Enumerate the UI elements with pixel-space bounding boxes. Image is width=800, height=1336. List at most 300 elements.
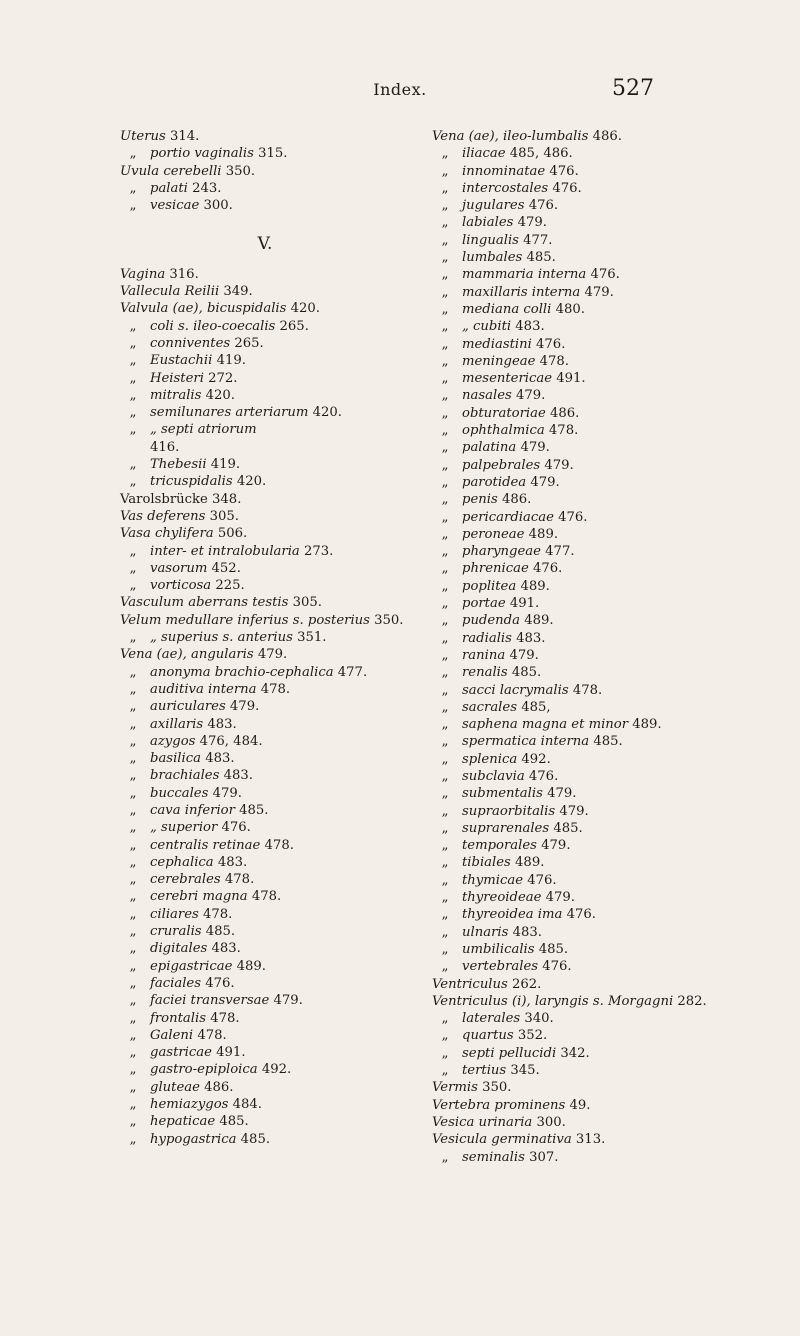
page-reference: 506. (217, 526, 248, 542)
index-term: gluteae (150, 1079, 200, 1095)
ditto-mark: „ (441, 319, 449, 335)
page-reference: 485. (593, 734, 623, 750)
index-entry (432, 1010, 762, 1027)
index-term: temporales (462, 838, 537, 854)
index-term: meningeae (462, 353, 536, 369)
index-term: mammaria interna (462, 267, 587, 283)
index-entry (120, 404, 410, 421)
page-reference: 478. (224, 872, 255, 888)
page-reference: 489. (528, 526, 559, 542)
page-reference: 484. (232, 1097, 263, 1113)
page-reference: 479. (515, 388, 546, 404)
index-entry (120, 370, 410, 387)
page-reference: 485, 486. (509, 146, 573, 162)
ditto-mark: „ (441, 855, 449, 871)
index-entry (120, 733, 410, 750)
index-entry (120, 1079, 410, 1096)
index-term: pharyngeae (462, 544, 541, 560)
index-term: gastro-epiploica (150, 1062, 258, 1078)
index-term: Vesicula germinativa (432, 1132, 572, 1148)
index-entry (120, 456, 410, 473)
index-entry (432, 1149, 762, 1166)
page-reference: 485. (239, 802, 269, 818)
index-entry (432, 647, 762, 664)
ditto-mark: „ (441, 509, 449, 525)
page-reference: 300. (203, 198, 233, 214)
index-entry (432, 491, 762, 508)
index-entry (432, 336, 762, 353)
page-reference: 480. (555, 301, 585, 317)
ditto-mark: „ (129, 785, 137, 801)
page-reference: 485. (219, 1114, 249, 1130)
index-term: digitales (150, 941, 208, 957)
index-entry (120, 525, 410, 542)
index-term: peroneae (462, 526, 525, 542)
index-entry (432, 699, 762, 716)
ditto-mark: „ (129, 630, 137, 646)
ditto-mark: „ (129, 733, 137, 749)
ditto-mark: „ (129, 924, 137, 940)
ditto-mark: „ (129, 353, 137, 369)
ditto-mark: „ (441, 423, 449, 439)
index-entry (120, 646, 410, 663)
section-letter: V. (257, 234, 273, 255)
ditto-mark: „ (129, 318, 137, 334)
index-entry (432, 889, 762, 906)
index-entry (432, 526, 762, 543)
page-reference: 476. (528, 198, 559, 214)
index-entry (120, 940, 410, 957)
ditto-mark: „ (129, 802, 137, 818)
index-term: jugulares (462, 198, 525, 214)
index-entry (120, 1061, 410, 1078)
index-term: tertius (462, 1063, 507, 1079)
page-reference: 478. (572, 682, 603, 698)
ditto-mark: „ (129, 664, 137, 680)
index-term: cerebri magna (150, 889, 248, 905)
index-entry (120, 664, 410, 681)
page-reference: 477. (337, 664, 368, 680)
page-reference: 420. (312, 405, 342, 421)
ditto-mark: „ (441, 596, 449, 612)
page-reference: 419. (216, 353, 246, 369)
index-term: „ superius s. anterius (150, 630, 293, 646)
index-entry (432, 249, 762, 266)
ditto-mark: „ (129, 387, 137, 403)
index-entry (120, 854, 410, 871)
index-term: coli s. ileo-coecalis (150, 318, 276, 334)
ditto-mark: „ (129, 1097, 137, 1113)
index-entry (120, 923, 410, 940)
index-entry (432, 474, 762, 491)
ditto-mark: „ (129, 941, 137, 957)
index-entry (120, 1131, 410, 1148)
page-reference: 419. (210, 457, 241, 473)
index-entry (120, 352, 410, 369)
index-term: lingualis (462, 232, 519, 248)
index-term: tibiales (462, 855, 511, 871)
page-reference: 479. (545, 890, 575, 906)
index-term: spermatica interna (462, 734, 590, 750)
ditto-mark: „ (129, 180, 137, 196)
index-term: Varolsbrücke (120, 491, 208, 507)
ditto-mark: „ (441, 457, 449, 473)
index-entry (432, 1062, 762, 1079)
index-entry (120, 750, 410, 767)
page-reference: 492. (261, 1062, 292, 1078)
ditto-mark: „ (441, 803, 449, 819)
ditto-mark: „ (441, 440, 449, 456)
ditto-mark: „ (129, 768, 137, 784)
index-entry (432, 1027, 762, 1044)
page-reference: 352. (517, 1028, 548, 1044)
index-entry (120, 300, 410, 317)
page-reference: 476. (558, 509, 588, 525)
page-reference: 478. (202, 906, 233, 922)
page-reference: 345. (510, 1063, 540, 1079)
index-term: mediana colli (462, 301, 552, 317)
index-entry (120, 958, 410, 975)
index-term: inter- et intralobularia (150, 543, 300, 559)
page-reference: 486. (204, 1079, 234, 1095)
ditto-mark: „ (441, 1011, 449, 1027)
index-entry (432, 128, 762, 145)
index-term: gastricae (150, 1045, 212, 1061)
index-term: hypogastrica (150, 1131, 237, 1147)
index-term: seminalis (462, 1149, 525, 1165)
index-term: thyreoidea ima (462, 907, 563, 923)
ditto-mark: „ (441, 630, 449, 646)
index-term: Galeni (150, 1027, 194, 1043)
page-reference: 262. (512, 976, 542, 992)
ditto-mark: „ (441, 1028, 449, 1044)
ditto-mark: „ (441, 146, 449, 162)
ditto-mark: „ (129, 474, 137, 490)
index-term: cava inferior (150, 802, 235, 818)
page-reference: 273. (304, 543, 334, 559)
page-reference: 476. (527, 872, 557, 888)
ditto-mark: „ (441, 526, 449, 542)
index-entry (120, 439, 410, 456)
ditto-mark: „ (129, 837, 137, 853)
index-term: sacci lacrymalis (462, 682, 569, 698)
page-reference: 485. (205, 924, 236, 940)
page-reference: 485. (511, 665, 542, 681)
ditto-mark: „ (129, 975, 137, 991)
page-reference: 483. (211, 941, 241, 957)
ditto-mark: „ (441, 665, 449, 681)
index-term: Velum medullare inferius s. posterius (120, 612, 370, 628)
page-reference: 483. (223, 768, 253, 784)
index-entry (120, 508, 410, 525)
page-reference: 479. (547, 786, 577, 802)
index-entry (120, 1096, 410, 1113)
index-term: ciliares (150, 906, 199, 922)
page-reference: 479. (273, 993, 303, 1009)
index-term: sacrales (462, 699, 517, 715)
page-reference: 420. (205, 387, 235, 403)
index-term: portae (462, 596, 506, 612)
index-term: epigastricae (150, 958, 233, 974)
index-term: palati (150, 180, 188, 196)
page-reference: 478. (548, 423, 579, 439)
index-term: obturatoriae (462, 405, 546, 421)
index-entry (432, 595, 762, 612)
ditto-mark: „ (129, 1131, 137, 1147)
index-entry (432, 682, 762, 699)
index-entry (120, 681, 410, 698)
page-reference: 479. (520, 440, 550, 456)
page-number: 527 (612, 76, 654, 101)
index-entry (120, 629, 410, 646)
page-reference: 478. (210, 1010, 240, 1026)
index-term: Ventriculus (i), laryngis s. Morgagni (432, 993, 674, 1009)
index-entry (120, 802, 410, 819)
index-entry (432, 197, 762, 214)
page-reference: 307. (529, 1149, 559, 1165)
page-reference: 479. (530, 474, 560, 490)
index-entry (432, 612, 762, 629)
index-term: hepaticae (150, 1114, 216, 1130)
index-entry (432, 854, 762, 871)
ditto-mark: „ (129, 578, 137, 594)
index-entry (120, 1113, 410, 1130)
page-reference: 420. (290, 301, 320, 317)
index-entry (432, 785, 762, 802)
page-reference: 489. (632, 717, 662, 733)
ditto-mark: „ (441, 768, 449, 784)
index-entry (432, 803, 762, 820)
index-entry (120, 318, 410, 335)
index-term: Eustachii (150, 353, 213, 369)
index-term: „ superior (150, 820, 218, 836)
index-entry (120, 871, 410, 888)
index-entry (432, 232, 762, 249)
page-reference: 265. (234, 335, 264, 351)
ditto-mark: „ (441, 647, 449, 663)
index-term: vorticosa (150, 578, 212, 594)
ditto-mark: „ (441, 492, 449, 508)
page-reference: 316. (169, 266, 199, 282)
page-reference: 476. (549, 163, 579, 179)
page-reference: 479. (517, 215, 547, 231)
index-entry (432, 924, 762, 941)
index-term: splenica (462, 751, 518, 767)
ditto-mark: „ (441, 405, 449, 421)
ditto-mark: „ (129, 872, 137, 888)
index-entry (120, 145, 410, 162)
ditto-mark: „ (129, 198, 137, 214)
page-reference: 348. (212, 491, 242, 507)
ditto-mark: „ (441, 907, 449, 923)
index-entry (120, 577, 410, 594)
page-reference: 476. (566, 907, 596, 923)
ditto-mark: „ (129, 699, 137, 715)
ditto-mark: „ (441, 890, 449, 906)
index-term: umbilicalis (462, 941, 535, 957)
index-term: pudenda (462, 613, 520, 629)
index-term: centralis retinae (150, 837, 261, 853)
index-term: subclavia (462, 768, 525, 784)
page-reference: 483. (515, 319, 545, 335)
index-entry (432, 266, 762, 283)
index-entry (432, 941, 762, 958)
page-reference: 282. (677, 993, 707, 1009)
index-term: palpebrales (462, 457, 541, 473)
ditto-mark: „ (441, 544, 449, 560)
index-term: portio vaginalis (150, 146, 254, 162)
index-term: cruralis (150, 924, 202, 940)
index-term: phrenicae (462, 561, 529, 577)
index-term: faciales (150, 975, 201, 991)
page-reference: 483. (516, 630, 546, 646)
page-reference: 491. (216, 1045, 246, 1061)
index-entry (120, 128, 410, 145)
index-term: cerebrales (150, 872, 221, 888)
index-entry (432, 353, 762, 370)
page-reference: 489. (520, 578, 550, 594)
index-term: suprarenales (462, 820, 550, 836)
index-entry (432, 1079, 762, 1096)
page-reference: 476. (552, 180, 582, 196)
ditto-mark: „ (129, 751, 137, 767)
ditto-mark: „ (129, 1027, 137, 1043)
index-term: anonyma brachio-cephalica (150, 664, 334, 680)
index-term: ulnaris (462, 924, 509, 940)
index-entry (432, 214, 762, 231)
ditto-mark: „ (129, 889, 137, 905)
page-reference: 479. (541, 838, 571, 854)
index-term: Valvula (ae), bicuspidalis (120, 301, 287, 317)
index-term: Vasculum aberrans testis (120, 595, 289, 611)
page-reference: 476. (205, 975, 235, 991)
page-reference: 476. (590, 267, 620, 283)
index-term: frontalis (150, 1010, 206, 1026)
ditto-mark: „ (441, 198, 449, 214)
page-reference: 485. (526, 250, 556, 266)
index-entry (432, 301, 762, 318)
index-term: vesicae (150, 198, 200, 214)
page-reference: 305. (292, 595, 322, 611)
index-term: iliacae (462, 146, 506, 162)
index-term: maxillaris interna (462, 284, 581, 300)
page-reference: 479. (257, 647, 288, 663)
index-term: Ventriculus (432, 976, 508, 992)
index-entry (120, 491, 410, 508)
index-entry (432, 664, 762, 681)
index-entry (432, 733, 762, 750)
index-entry (432, 993, 762, 1010)
ditto-mark: „ (129, 993, 137, 1009)
index-entry (432, 578, 762, 595)
index-column-left (120, 128, 410, 1148)
ditto-mark: „ (129, 422, 137, 438)
ditto-mark: „ (441, 561, 449, 577)
ditto-mark: „ (441, 682, 449, 698)
index-term: pericardiacae (462, 509, 554, 525)
page-reference: 477. (545, 544, 575, 560)
ditto-mark: „ (441, 734, 449, 750)
index-term: intercostales (462, 180, 549, 196)
page-reference: 351. (297, 630, 327, 646)
ditto-mark: „ (129, 370, 137, 386)
index-term: conniventes (150, 335, 231, 351)
index-entry (432, 872, 762, 889)
index-term: supraorbitalis (462, 803, 556, 819)
index-entry (432, 318, 762, 335)
page-reference: 478. (539, 353, 570, 369)
index-term: hemiazygos (150, 1097, 229, 1113)
index-entry (432, 457, 762, 474)
index-entry (120, 421, 410, 438)
ditto-mark: „ (441, 301, 449, 317)
index-term: Vas deferens (120, 508, 206, 524)
index-term: Vertebra prominens (432, 1097, 566, 1113)
index-entry (120, 612, 410, 629)
ditto-mark: „ (129, 1114, 137, 1130)
ditto-mark: „ (441, 1063, 449, 1079)
index-term: parotidea (462, 474, 527, 490)
index-entry (432, 560, 762, 577)
page-reference: 340. (524, 1011, 554, 1027)
index-entry (120, 716, 410, 733)
index-entry (120, 543, 410, 560)
index-term: radialis (462, 630, 512, 646)
page-reference: 420. (236, 474, 267, 490)
index-entry (120, 785, 410, 802)
index-entry (120, 888, 410, 905)
page-reference: 342. (560, 1045, 590, 1061)
page-reference: 483. (512, 924, 542, 940)
page-reference: 476. (542, 959, 572, 975)
index-term: renalis (462, 665, 508, 681)
index-term: innominatae (462, 163, 546, 179)
page-reference: 478. (197, 1027, 227, 1043)
ditto-mark: „ (129, 1010, 137, 1026)
ditto-mark: „ (441, 180, 449, 196)
page-reference: 479. (544, 457, 574, 473)
index-entry (120, 837, 410, 854)
ditto-mark: „ (441, 215, 449, 231)
index-entry (432, 976, 762, 993)
index-term: Vena (ae), angularis (120, 647, 254, 663)
index-entry (432, 1097, 762, 1114)
page-reference: 476, 484. (199, 733, 263, 749)
page-reference: 491. (556, 371, 586, 387)
index-term: axillaris (150, 716, 204, 732)
index-entry (432, 1131, 762, 1148)
page-reference: 315. (258, 146, 288, 162)
page-reference: 49. (569, 1097, 591, 1113)
index-term: Vesica urinaria (432, 1114, 533, 1130)
page-reference: 483. (205, 751, 235, 767)
index-term: auriculares (150, 699, 226, 715)
page-reference: 272. (208, 370, 238, 386)
page-reference: 305. (209, 508, 240, 524)
index-entry (432, 906, 762, 923)
index-entry (120, 594, 410, 611)
page-reference: 350. (225, 163, 256, 179)
page-reference: 477. (523, 232, 553, 248)
index-term: cephalica (150, 854, 214, 870)
ditto-mark: „ (441, 941, 449, 957)
index-entry (432, 543, 762, 560)
page-reference: 479. (584, 284, 614, 300)
index-term: saphena magna et minor (462, 717, 629, 733)
page-reference: 485. (240, 1131, 271, 1147)
index-entry (120, 819, 410, 836)
page-reference: 452. (211, 560, 241, 576)
